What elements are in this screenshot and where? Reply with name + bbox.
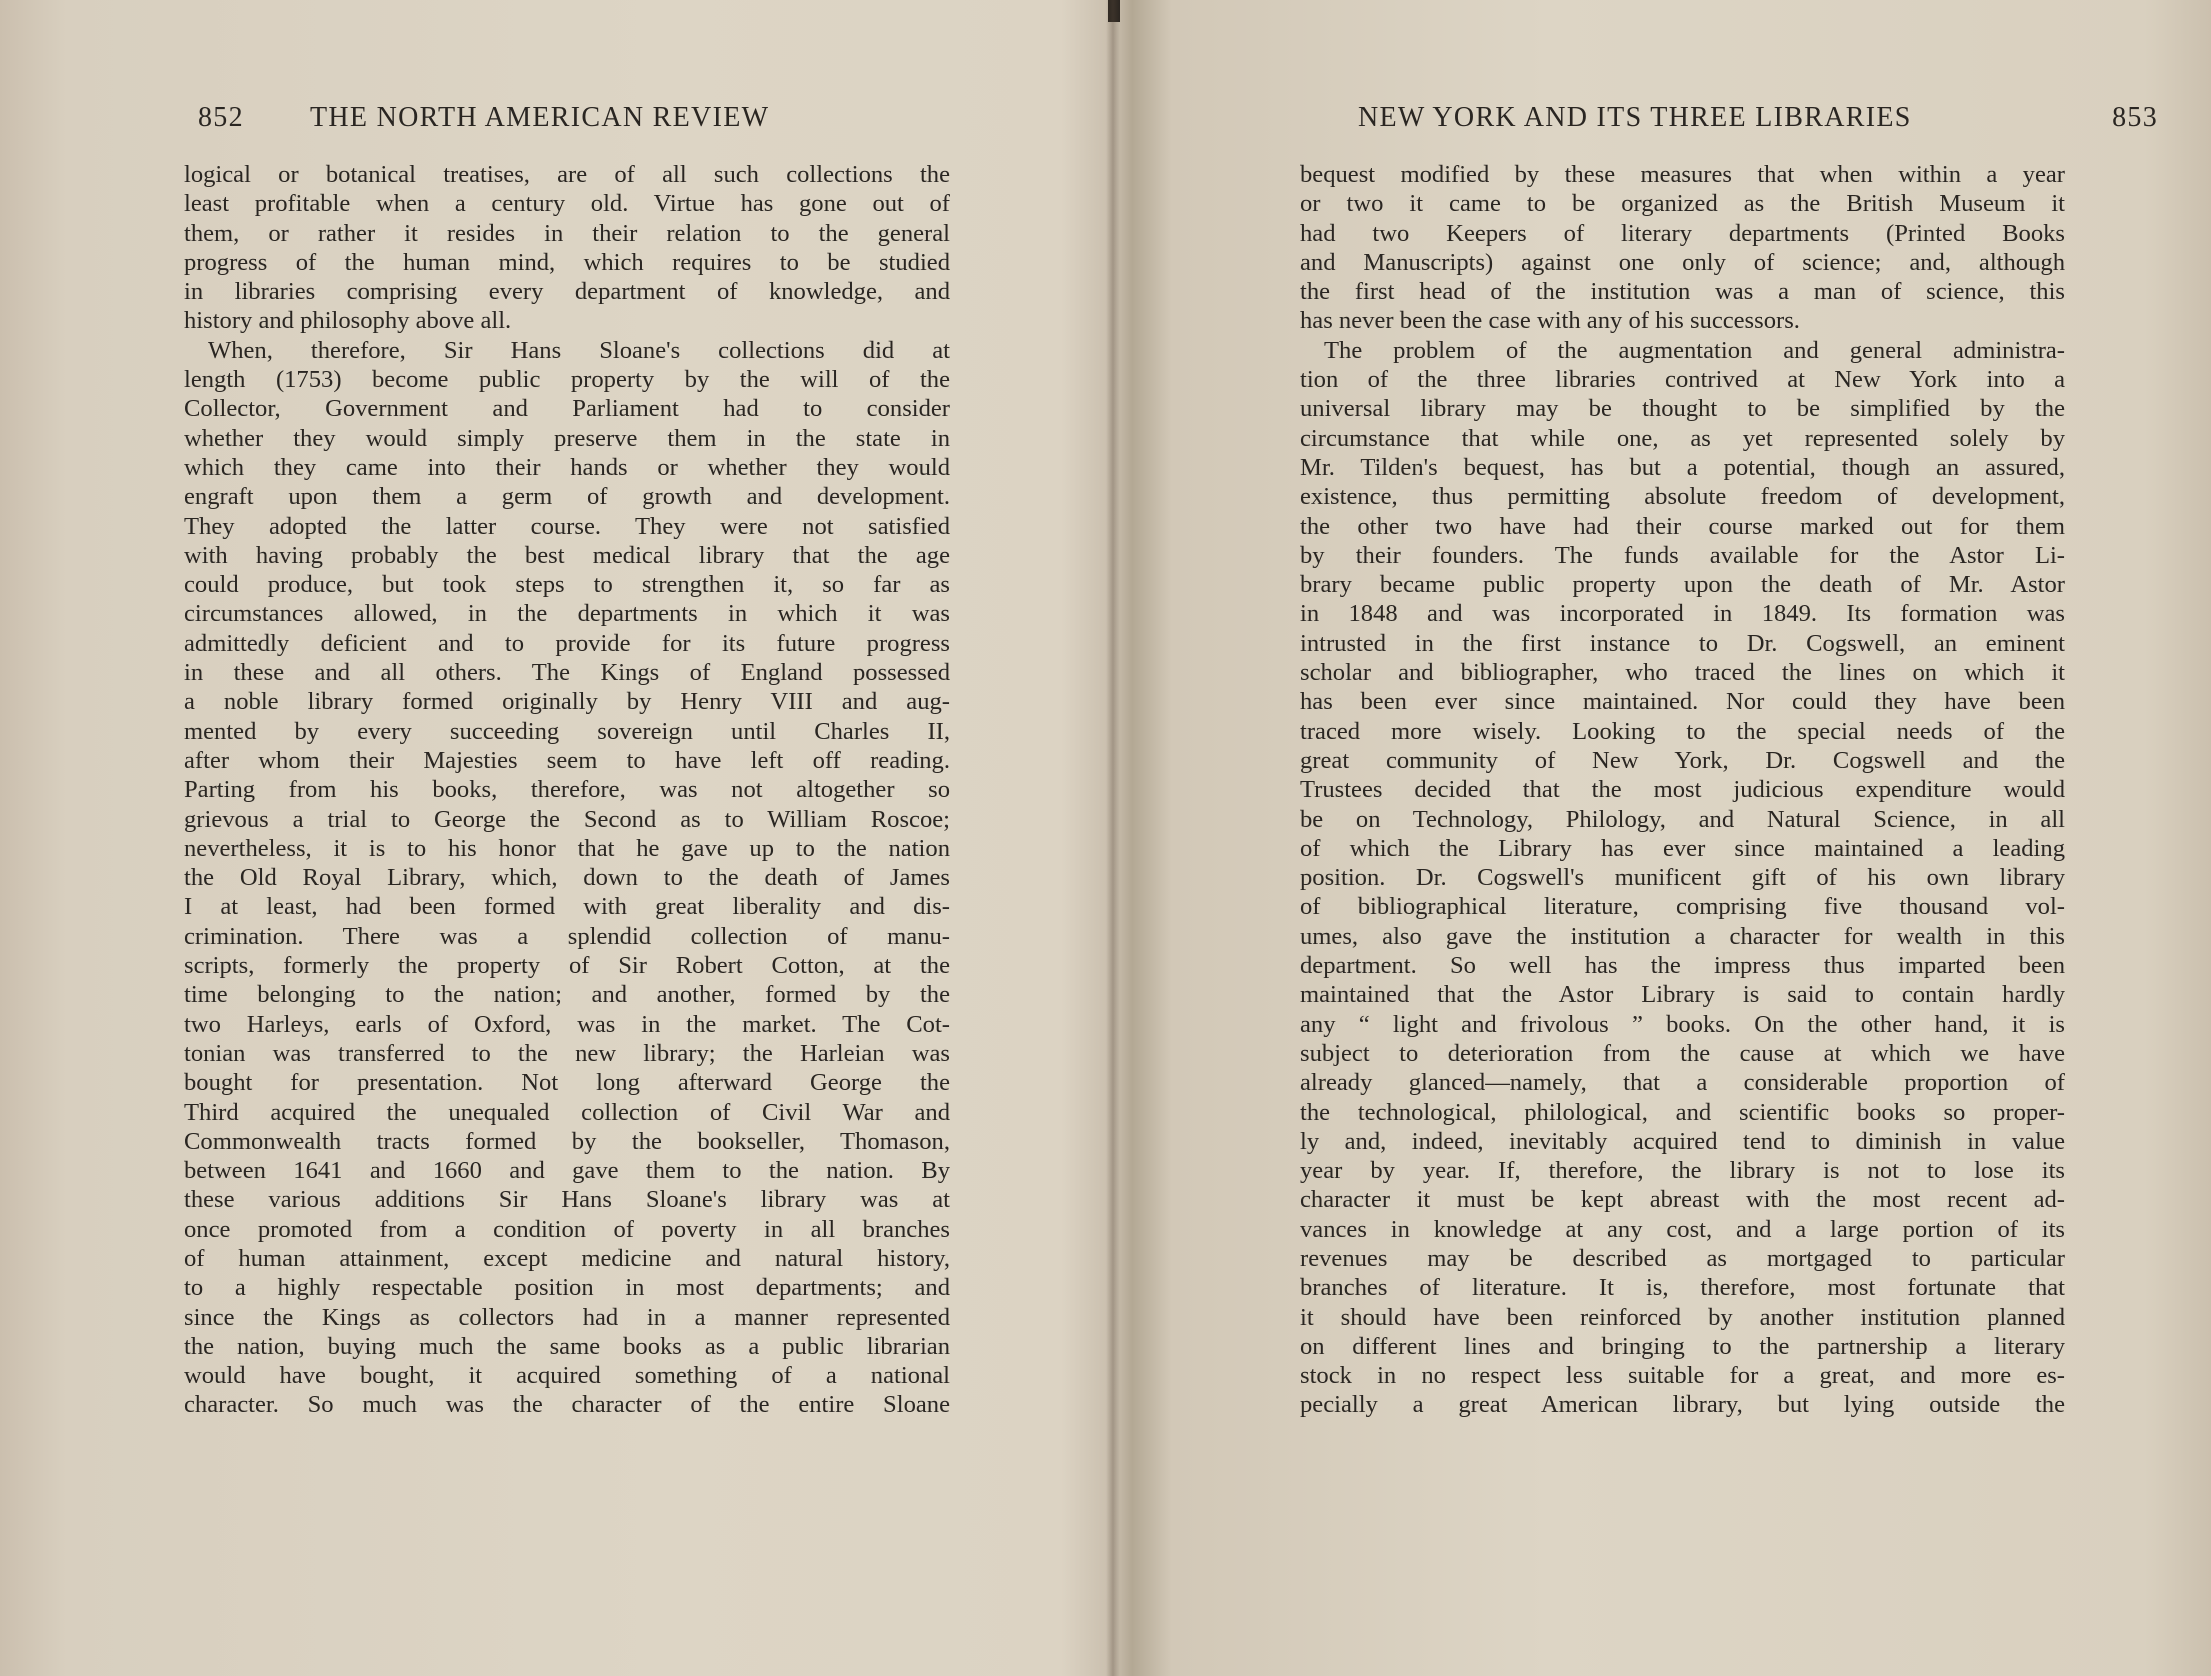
text-line: any “ light and frivolous ” books. On the other hand, it is <box>1300 1010 2065 1038</box>
text-line: great community of New York, Dr. Cogswell and the <box>1300 746 2065 774</box>
text-line: the other two have had their course marked out for them <box>1300 512 2065 540</box>
text-line: grievous a trial to George the Second as to William Roscoe; <box>184 805 950 833</box>
text-line: in 1848 and was incorporated in 1849. Its formation was <box>1300 600 2065 628</box>
text-line: since the Kings as collectors had in a manner represented <box>184 1303 950 1331</box>
text-line: Mr. Tilden's bequest, has but a potential, though an assured, <box>1300 453 2065 481</box>
text-line: the technological, philological, and scientific books so proper- <box>1300 1098 2065 1126</box>
right-page-number: 853 <box>2112 102 2158 133</box>
text-line: position. Dr. Cogswell's munificent gift of his own library <box>1300 864 2065 892</box>
text-line: these various additions Sir Hans Sloane's library was at <box>184 1186 950 1214</box>
text-line: vances in knowledge at any cost, and a large portion of its <box>1300 1215 2065 1243</box>
text-line: intrusted in the first instance to Dr. Cogswell, an eminent <box>1300 629 2065 657</box>
text-line: logical or botanical treatises, are of all such collections the <box>184 161 950 188</box>
text-line: Third acquired the unequaled collection of Civil War and <box>184 1098 950 1126</box>
text-line: branches of literature. It is, therefore, most fortunate that <box>1300 1274 2065 1302</box>
text-line: scripts, formerly the property of Sir Robert Cotton, at the <box>184 952 950 980</box>
text-line: after whom their Majesties seem to have left off reading. <box>184 746 950 774</box>
text-line: They adopted the latter course. They were not satisfied <box>184 512 950 540</box>
right-text-block <box>1300 160 2065 1420</box>
text-line: pecially a great American library, but lying outside the <box>1300 1391 2065 1419</box>
text-line: revenues may be described as mortgaged to particular <box>1300 1244 2065 1272</box>
text-line: crimination. There was a splendid collection of manu- <box>184 922 950 950</box>
text-line: stock in no respect less suitable for a great, and more es- <box>1300 1362 2065 1390</box>
left-text-block <box>184 160 950 1420</box>
text-line: it should have been reinforced by another institution planned <box>1300 1303 2065 1331</box>
text-line: a noble library formed originally by Henry VIII and aug- <box>184 688 950 716</box>
text-line: existence, thus permitting absolute freedom of development, <box>1300 483 2065 511</box>
text-line: ly and, indeed, inevitably acquired tend to diminish in value <box>1300 1127 2065 1155</box>
text-line: in libraries comprising every department of knowledge, and <box>184 278 950 306</box>
text-line: tion of the three libraries contrived at New York into a <box>1300 366 2065 394</box>
text-line: umes, also gave the institution a character for wealth in this <box>1300 922 2065 950</box>
text-line: subject to deterioration from the cause at which we have <box>1300 1039 2065 1067</box>
text-line: Trustees decided that the most judicious expenditure would <box>1300 776 2065 804</box>
right-running-title: NEW YORK AND ITS THREE LIBRARIES <box>1358 102 1912 133</box>
text-line: circumstance that while one, as yet represented solely by <box>1300 424 2065 452</box>
text-line: circumstances allowed, in the departments in which it was <box>184 600 950 628</box>
left-page-number: 852 <box>198 102 244 133</box>
text-line: and Manuscripts) against one only of science; and, although <box>1300 248 2065 276</box>
text-line: character. So much was the character of the entire Sloane <box>184 1391 950 1419</box>
text-line: Commonwealth tracts formed by the bookseller, Thomason, <box>184 1127 950 1155</box>
text-line: on different lines and bringing to the partnership a literary <box>1300 1332 2065 1360</box>
text-line: be on Technology, Philology, and Natural Science, in all <box>1300 805 2065 833</box>
text-line: department. So well has the impress thus imparted been <box>1300 952 2065 980</box>
text-line: universal library may be thought to be simplified by the <box>1300 395 2065 423</box>
text-line: has never been the case with any of his successors. <box>1300 307 1800 335</box>
text-line: tonian was transferred to the new library; the Harleian was <box>184 1039 950 1067</box>
text-line: year by year. If, therefore, the library is not to lose its <box>1300 1157 2065 1185</box>
text-line: Collector, Government and Parliament had to consider <box>184 395 950 423</box>
text-line: them, or rather it resides in their relation to the general <box>184 219 950 247</box>
book-gutter <box>1106 0 1120 1676</box>
text-line: the first head of the institution was a man of science, this <box>1300 278 2065 306</box>
text-line: engraft upon them a germ of growth and development. <box>184 483 950 511</box>
text-line: which they came into their hands or whether they would <box>184 453 950 481</box>
text-line: least profitable when a century old. Virtue has gone out of <box>184 190 950 218</box>
text-line: already glanced—namely, that a considerable proportion of <box>1300 1069 2065 1097</box>
text-line: bequest modified by these measures that when within a year <box>1300 161 2065 188</box>
text-line: of bibliographical literature, comprising five thousand vol- <box>1300 893 2065 921</box>
text-line: would have bought, it acquired something of a national <box>184 1362 950 1390</box>
text-line: mented by every succeeding sovereign until Charles II, <box>184 717 950 745</box>
text-line: whether they would simply preserve them in the state in <box>184 424 950 452</box>
text-line: maintained that the Astor Library is said to contain hardly <box>1300 981 2065 1009</box>
text-line: When, therefore, Sir Hans Sloane's collections did at <box>208 336 950 364</box>
text-line: length (1753) become public property by the will of the <box>184 366 950 394</box>
text-line: character it must be kept abreast with the most recent ad- <box>1300 1186 2065 1214</box>
text-line: had two Keepers of literary departments (Printed Books <box>1300 219 2065 247</box>
text-line: in these and all others. The Kings of England possessed <box>184 659 950 687</box>
text-line: The problem of the augmentation and general administra- <box>1324 336 2065 364</box>
text-line: two Harleys, earls of Oxford, was in the market. The Cot- <box>184 1010 950 1038</box>
text-line: between 1641 and 1660 and gave them to the nation. By <box>184 1157 950 1185</box>
text-line: progress of the human mind, which requires to be studied <box>184 248 950 276</box>
text-line: Parting from his books, therefore, was not altogether so <box>184 776 950 804</box>
text-line: time belonging to the nation; and another, formed by the <box>184 981 950 1009</box>
text-line: the nation, buying much the same books as a public librarian <box>184 1332 950 1360</box>
text-line: admittedly deficient and to provide for its future progress <box>184 629 950 657</box>
text-line: the Old Royal Library, which, down to the death of James <box>184 864 950 892</box>
right-page <box>1120 0 2211 1676</box>
text-line: brary became public property upon the death of Mr. Astor <box>1300 571 2065 599</box>
text-line: scholar and bibliographer, who traced the lines on which it <box>1300 659 2065 687</box>
text-line: I at least, had been formed with great liberality and dis- <box>184 893 950 921</box>
text-line: history and philosophy above all. <box>184 307 512 335</box>
text-line: could produce, but took steps to strengthen it, so far as <box>184 571 950 599</box>
text-line: bought for presentation. Not long afterward George the <box>184 1069 950 1097</box>
text-line: or two it came to be organized as the British Museum it <box>1300 190 2065 218</box>
text-line: traced more wisely. Looking to the special needs of the <box>1300 717 2065 745</box>
left-running-title: THE NORTH AMERICAN REVIEW <box>310 102 770 133</box>
text-line: nevertheless, it is to his honor that he gave up to the nation <box>184 834 950 862</box>
text-line: with having probably the best medical library that the age <box>184 541 950 569</box>
text-line: once promoted from a condition of poverty in all branches <box>184 1215 950 1243</box>
text-line: of human attainment, except medicine and natural history, <box>184 1244 950 1272</box>
text-line: by their founders. The funds available for the Astor Li- <box>1300 541 2065 569</box>
text-line: has been ever since maintained. Nor could they have been <box>1300 688 2065 716</box>
text-line: of which the Library has ever since maintained a leading <box>1300 834 2065 862</box>
text-line: to a highly respectable position in most departments; and <box>184 1274 950 1302</box>
